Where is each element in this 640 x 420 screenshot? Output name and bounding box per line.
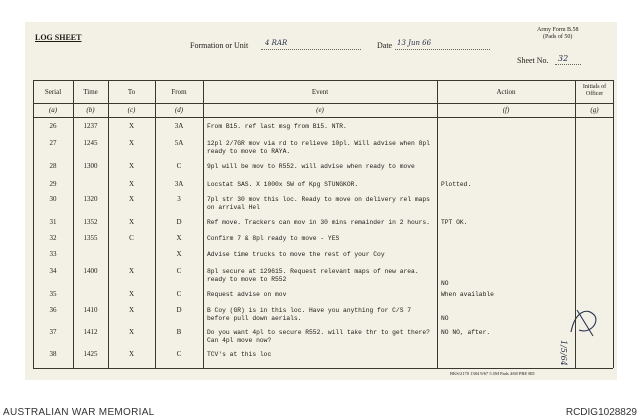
cell-serial: 37 xyxy=(49,328,57,336)
cell-from: D xyxy=(176,218,182,226)
cell-to: X xyxy=(128,195,135,203)
cell-from: 3A xyxy=(174,180,184,188)
pads-label: (Pads of 50) xyxy=(543,34,573,40)
table-top-border xyxy=(33,80,613,81)
code-event: (e) xyxy=(316,106,324,114)
cell-from: 3 xyxy=(177,195,181,203)
cell-serial: 30 xyxy=(49,195,57,203)
cell-time: 1410 xyxy=(83,306,98,314)
cell-serial: 36 xyxy=(49,306,57,314)
cell-serial: 32 xyxy=(49,234,57,242)
header-event: Event xyxy=(311,88,329,96)
cell-to: X xyxy=(128,162,135,170)
cell-time: 1412 xyxy=(83,328,98,336)
cell-action: NO xyxy=(441,315,449,322)
formation-value: 4 RAR xyxy=(265,39,288,47)
code-serial: (a) xyxy=(48,106,58,114)
cell-event: Ref move. Trackers can mov in 30 mins remainder in 2 hours. xyxy=(207,219,430,226)
cell-serial: 35 xyxy=(49,290,57,298)
header-from: From xyxy=(171,88,187,96)
col-line xyxy=(613,80,614,368)
log-sheet xyxy=(25,22,617,380)
formation-label: Formation or Unit xyxy=(190,41,249,50)
cell-from: C xyxy=(176,267,182,275)
cell-time: 1400 xyxy=(83,267,98,275)
form-title: LOG SHEET xyxy=(35,33,82,42)
cell-serial: 29 xyxy=(49,180,57,188)
cell-to: X xyxy=(128,306,135,314)
cell-time: 1355 xyxy=(83,234,98,242)
cell-to: X xyxy=(128,328,135,336)
army-form-label: Army Form B.58 xyxy=(537,27,579,33)
header-to: To xyxy=(127,88,136,96)
cell-event: Confirm 7 & 8pl ready to move - YES xyxy=(207,235,340,242)
cell-serial: 31 xyxy=(49,218,57,226)
cell-action: When available xyxy=(441,291,494,298)
cell-action: NO xyxy=(441,280,449,287)
cell-time: 1300 xyxy=(83,162,98,170)
footer-institution: AUSTRALIAN WAR MEMORIAL xyxy=(3,407,155,418)
date-value: 13 Jun 66 xyxy=(397,39,432,47)
formation-line xyxy=(261,49,361,50)
code-divider xyxy=(33,117,613,118)
cell-time: 1425 xyxy=(83,350,98,358)
cell-serial: 28 xyxy=(49,162,57,170)
date-line xyxy=(395,49,490,50)
cell-to: C xyxy=(129,234,134,242)
footer-reference: RCDIG1028829 xyxy=(565,407,637,418)
cell-time: 1320 xyxy=(83,195,98,203)
cell-serial: 33 xyxy=(49,250,57,258)
sheet-value: 32 xyxy=(558,54,569,63)
cell-from: C xyxy=(176,162,182,170)
cell-time: 1237 xyxy=(83,122,98,130)
cell-from: 5A xyxy=(174,139,184,147)
cell-event: From B15. ref last msg from B15. NTR. xyxy=(207,123,347,130)
cell-time: 1245 xyxy=(83,139,98,147)
cell-to: X xyxy=(128,122,135,130)
cell-event: 8pl secure at 129615. Request relevant maps of new area. ready to move to R552 xyxy=(207,268,419,283)
header-divider xyxy=(33,103,613,104)
code-time: (b) xyxy=(86,106,95,114)
header-action: Action xyxy=(496,88,516,96)
cell-serial: 26 xyxy=(49,122,57,130)
sheet-label: Sheet No. xyxy=(517,56,549,65)
printer-note: BKS/2170 1384 9/67 5.5M Pads 4/68 PRE BD xyxy=(450,371,535,376)
cell-time: 1352 xyxy=(83,218,98,226)
cell-to: X xyxy=(128,290,135,298)
cell-serial: 34 xyxy=(49,267,57,275)
archive-footer xyxy=(0,404,640,420)
cell-action: Plotted. xyxy=(441,181,472,188)
cell-event: Advise time trucks to move the rest of your Coy xyxy=(207,251,385,258)
cell-to: X xyxy=(128,180,135,188)
cell-from: D xyxy=(176,306,182,314)
header-serial: Serial xyxy=(44,88,62,96)
cell-event: TCV's at this loc xyxy=(207,351,272,358)
cell-to: X xyxy=(128,218,135,226)
sheet-line xyxy=(555,64,581,65)
cell-action: NO NO, after. xyxy=(441,329,491,336)
cell-from: C xyxy=(176,350,182,358)
margin-note: 1/5/64 xyxy=(559,340,568,366)
cell-serial: 38 xyxy=(49,350,57,358)
cell-from: C xyxy=(176,290,182,298)
cell-to: X xyxy=(128,267,135,275)
signature-scribble xyxy=(565,302,605,342)
cell-from: B xyxy=(176,328,182,336)
cell-from: X xyxy=(176,250,182,258)
cell-event: Locstat SAS. X 1000x SW of Kpg STUNGKOR. xyxy=(207,181,359,188)
header-time: Time xyxy=(83,88,98,96)
code-from: (d) xyxy=(174,106,184,114)
cell-serial: 27 xyxy=(49,139,57,147)
table-bottom-border xyxy=(33,368,613,369)
code-action: (f) xyxy=(502,106,510,114)
cell-action: TPT OK. xyxy=(441,219,468,226)
cell-event: 9pl will be mov to R552. will advise when ready to move xyxy=(207,163,415,170)
header-initials: Initials of Officer xyxy=(582,84,607,98)
cell-event: Do you want 4pl to secure R552. will take thr to get there? Can 4pl move now? xyxy=(207,329,430,344)
date-label: Date xyxy=(377,41,393,50)
col-line xyxy=(437,80,438,368)
cell-event: 7pl str 30 mov this loc. Ready to move on delivery rel maps on arrival Hel xyxy=(207,196,430,211)
cell-to: X xyxy=(128,139,135,147)
cell-from: 3A xyxy=(174,122,184,130)
cell-event: 12pl 2/7GR mov via rd to relieve 10pl. Will advise when 8pl ready to move to RAYA. xyxy=(207,140,430,155)
cell-event: Request advise on mov xyxy=(207,291,287,298)
code-initials: (g) xyxy=(590,106,599,114)
code-to: (c) xyxy=(127,106,136,114)
cell-event: B Coy (GR) is in this loc. Have you anything for C/S 7 before pull down aerials. xyxy=(207,307,412,322)
cell-from: X xyxy=(176,234,182,242)
cell-to: X xyxy=(128,350,135,358)
col-line xyxy=(203,80,204,368)
